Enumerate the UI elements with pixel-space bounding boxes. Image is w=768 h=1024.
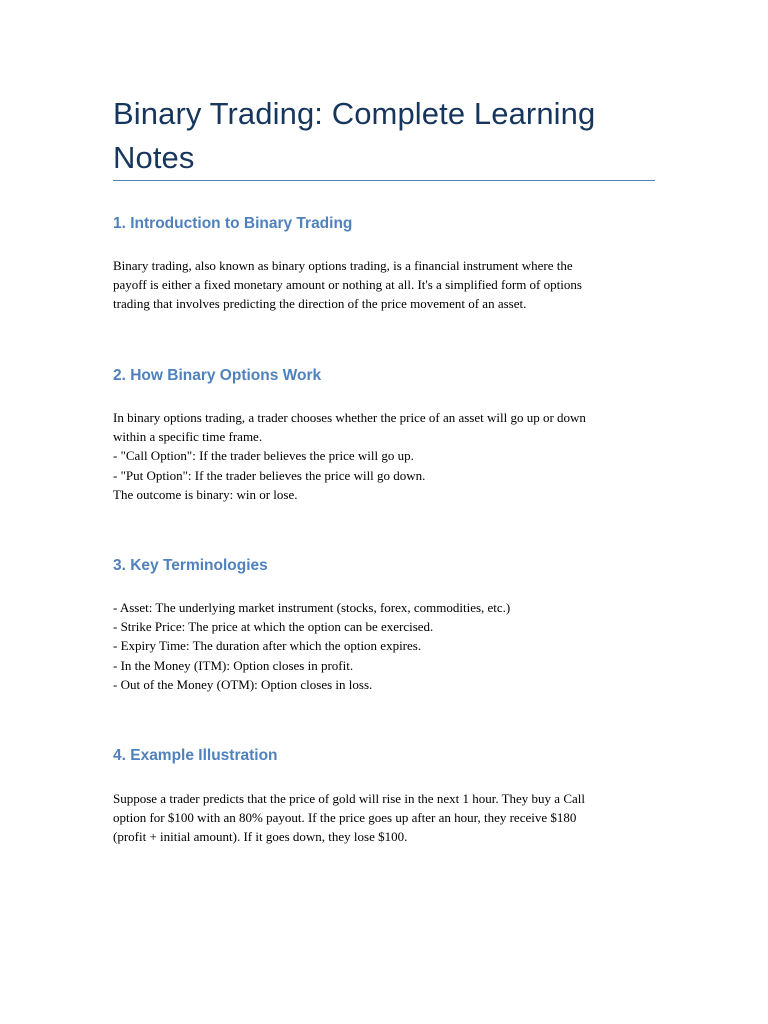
section-body-how-it-works	[113, 408, 658, 504]
body-line: payoff is either a fixed monetary amount or nothing at all. It's a simplified form of options	[113, 277, 582, 293]
section-heading-introduction: 1. Introduction to Binary Trading	[113, 215, 353, 232]
body-line: within a specific time frame.	[113, 429, 263, 445]
section-heading-example: 4. Example Illustration	[113, 747, 278, 764]
section-body-example	[113, 789, 658, 847]
body-line: option for $100 with an 80% payout. If the price goes up after an hour, they receive $180	[113, 810, 577, 826]
body-line: - In the Money (ITM): Option closes in profit.	[113, 657, 354, 673]
body-line: The outcome is binary: win or lose.	[113, 486, 298, 502]
body-line: Suppose a trader predicts that the price of gold will rise in the next 1 hour. They buy a Call	[113, 791, 585, 806]
body-line: - Expiry Time: The duration after which the option expires.	[113, 638, 422, 654]
body-line: (profit + initial amount). If it goes down, they lose $100.	[113, 829, 408, 845]
section-heading-key-terminologies: 3. Key Terminologies	[113, 557, 268, 574]
body-line: - "Put Option": If the trader believes the price will go down.	[113, 467, 426, 483]
body-line: - Strike Price: The price at which the option can be exercised.	[113, 619, 434, 635]
section-body-key-terminologies	[113, 598, 658, 694]
section-heading-how-it-works: 2. How Binary Options Work	[113, 367, 322, 384]
body-line: - "Call Option": If the trader believes the price will go up.	[113, 448, 414, 464]
body-line: trading that involves predicting the direction of the price movement of an asset.	[113, 296, 527, 312]
body-line: Binary trading, also known as binary options trading, is a financial instrument where the	[113, 258, 573, 273]
section-body-introduction	[113, 256, 658, 314]
body-line: - Asset: The underlying market instrument (stocks, forex, commodities, etc.)	[113, 600, 511, 615]
body-line: In binary options trading, a trader chooses whether the price of an asset will go up or down	[113, 410, 586, 425]
body-line: - Out of the Money (OTM): Option closes in loss.	[113, 676, 373, 692]
title-underline-divider	[113, 180, 655, 181]
document-title: Binary Trading: Complete Learning Notes	[113, 96, 596, 175]
